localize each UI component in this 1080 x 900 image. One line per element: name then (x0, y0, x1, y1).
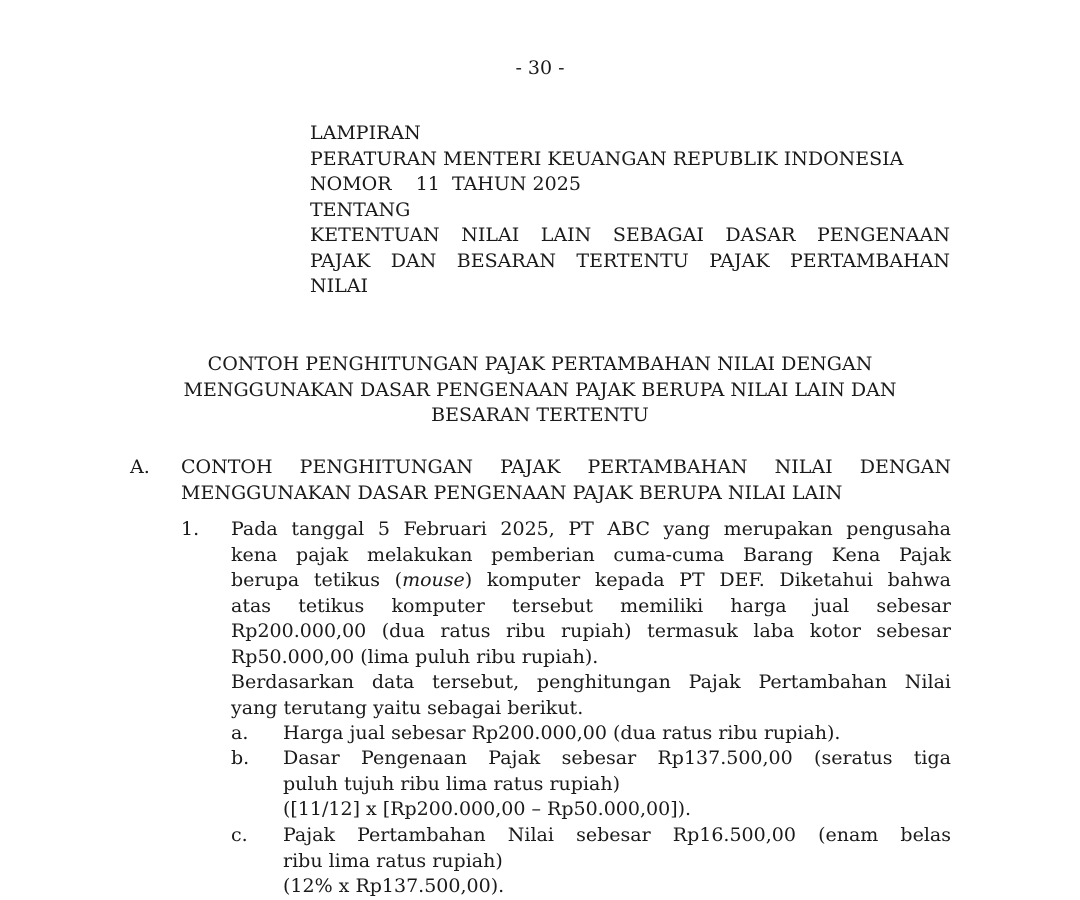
sub-item-letter: a. (231, 722, 249, 744)
text-fragment: berupa tetikus ( (231, 569, 403, 591)
page-number: - 30 - (515, 57, 565, 79)
lampiran-header (310, 121, 950, 300)
sub-item-line: (12% x Rp137.500,00). (283, 875, 505, 897)
sub-item-text (283, 721, 951, 747)
lampiran-label: LAMPIRAN (310, 122, 421, 144)
section-heading (181, 455, 951, 506)
text-fragment: ) komputer kepada PT DEF. Diketahui bahwa (464, 569, 951, 591)
sub-item-line: puluh tujuh ribu lima ratus rupiah) (283, 772, 621, 795)
paragraph-line: Berdasarkan data tersebut, penghitungan Pajak Pertambahan Nilai (231, 671, 951, 693)
paragraph-line: Pada tanggal 5 Februari 2025, PT ABC yang merupakan pengusaha (231, 518, 951, 540)
sub-item-line: Dasar Pengenaan Pajak sebesar Rp137.500,00 (seratus tiga (283, 747, 951, 769)
sub-item-line: ribu lima ratus rupiah) (283, 849, 503, 872)
title-line: CONTOH PENGHITUNGAN PAJAK PERTAMBAHAN NILAI DENGAN (207, 353, 873, 375)
regulation-name: PERATURAN MENTERI KEUANGAN REPUBLIK INDONESIA (310, 147, 904, 170)
sub-item-text (283, 823, 951, 900)
italic-term: mouse (402, 569, 465, 591)
regulation-subject-line: NILAI (310, 275, 368, 297)
document-title (130, 352, 950, 429)
paragraph-line: Rp50.000,00 (lima puluh ribu rupiah). (231, 645, 599, 668)
title-line: MENGGUNAKAN DASAR PENGENAAN PAJAK BERUPA NILAI LAIN DAN (183, 378, 897, 401)
section-letter: A. (130, 456, 150, 478)
title-line: BESARAN TERTENTU (431, 404, 649, 426)
tentang-label: TENTANG (310, 198, 411, 221)
section-heading-line: MENGGUNAKAN DASAR PENGENAAN PAJAK BERUPA NILAI LAIN (181, 481, 843, 504)
paragraph-line: Rp200.000,00 (dua ratus ribu rupiah) termasuk laba kotor sebesar (231, 620, 951, 642)
paragraph-line: yang terutang yaitu sebagai berikut. (231, 696, 584, 719)
sub-item-line: Pajak Pertambahan Nilai sebesar Rp16.500,00 (enam belas (283, 824, 951, 846)
paragraph-line (231, 568, 951, 594)
sub-item-text (283, 746, 951, 823)
paragraph-line: kena pajak melakukan pemberian cuma-cuma Barang Kena Pajak (231, 543, 951, 566)
sub-item-line: Harga jual sebesar Rp200.000,00 (dua ratus ribu rupiah). (283, 722, 841, 744)
item-number: 1. (181, 518, 200, 540)
section-heading-line: CONTOH PENGHITUNGAN PAJAK PERTAMBAHAN NILAI DENGAN (181, 456, 951, 478)
sub-item-line: ([11/12] x [Rp200.000,00 – Rp50.000,00]). (283, 798, 692, 820)
sub-item-letter: c. (231, 824, 248, 846)
item-paragraph (231, 517, 951, 721)
regulation-subject-line: KETENTUAN NILAI LAIN SEBAGAI DASAR PENGENAAN (310, 224, 950, 246)
paragraph-line: atas tetikus komputer tersebut memiliki harga jual sebesar (231, 594, 951, 617)
regulation-subject-line: PAJAK DAN BESARAN TERTENTU PAJAK PERTAMBAHAN (310, 249, 950, 272)
sub-item-letter: b. (231, 747, 250, 769)
regulation-number: NOMOR 11 TAHUN 2025 (310, 173, 581, 195)
